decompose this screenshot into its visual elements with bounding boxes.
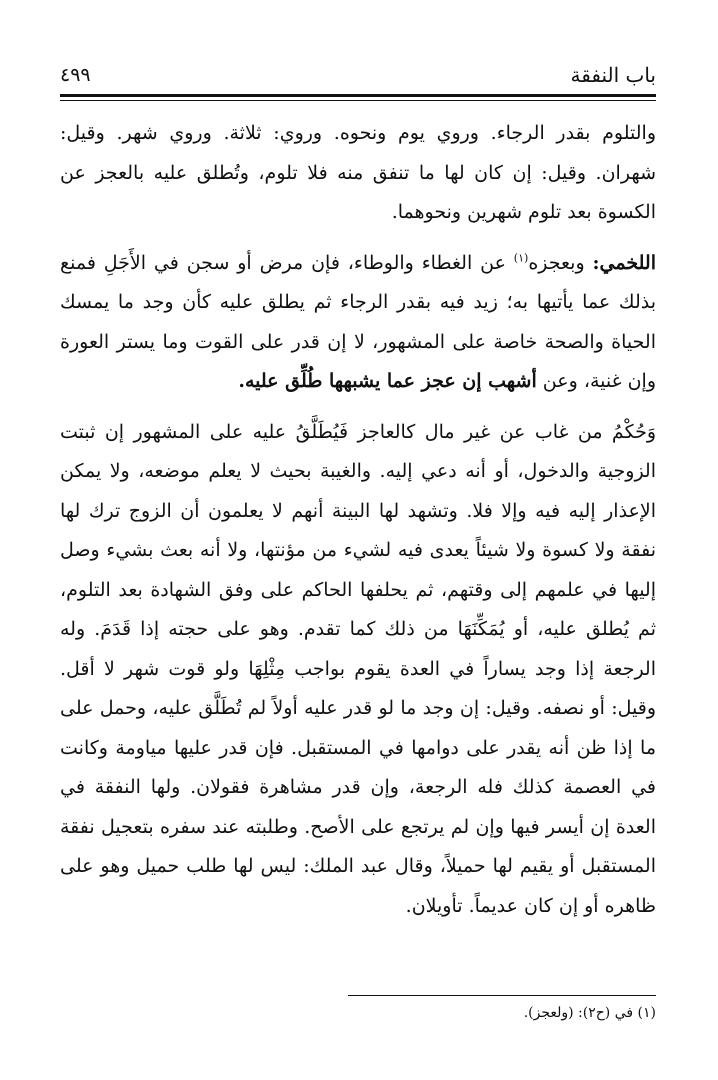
paragraph-2-bold: أشهب إن عجز عما يشبهها طُلِّق عليه. <box>238 370 537 392</box>
page-number: ٤٩٩ <box>60 64 91 86</box>
paragraph-2-text-a: وبعجزه <box>528 251 593 274</box>
header-rule-thick <box>60 94 656 97</box>
paragraph-3: وَحُكْمُ من غاب عن غير مال كالعاجز فَيُطَلَّقُ عليه على المشهور إن ثبتت الزوجية والدخول، أو أنه دعي إليه. والغيبة بحيث لا يعلم موضعه، ولا يمكن الإعذار إليه فيه وإلا فلا. وتشهد لها البينة أنهم لا يعلمون أن الزوج ترك لها نفقة ولا كسوة ولا شيئاً يعدى فيه لشيء من مؤنتها، ولا أنه بعث بشيء وصل إليها في علمهم إلى وقتهم، ثم يحلفها الحاكم على وفق الشهادة بعد التلوم، ثم يُطلق عليه، أو يُمَكِّنَهَا من ذلك كما تقدم. وهو على حجته إذا قَدَمَ. وله الرجعة إذا وجد يساراً في العدة يقوم بواجب مِثْلِهَا ولو قوت شهر لا أقل. وقيل: أو نصفه. وقيل: إن وجد ما لو قدر عليه أولاً لم تُطَلَّق عليه، وحمل على ما إذا ظن أنه يقدر على دوامها في المستقبل. فإن قدر عليها مياومة وكانت في العصمة كذلك فله الرجعة، وإن قدر مشاهرة فقولان. ولها النفقة في العدة إن أيسر فيها وإن لم يرتجع على الأصح. وطلبته عند سفره بتعجيل نفقة المستقبل أو يقيم لها حميلاً، وقال عبد الملك: ليس لها طلب حميل وهو على ظاهره أو إن كان عديماً. تأويلان. <box>60 420 656 917</box>
footnote-reference: (١) <box>513 251 529 265</box>
main-text <box>60 114 656 926</box>
paragraph-2-lead: اللخمي: <box>592 251 656 274</box>
paragraph-1: والتلوم بقدر الرجاء. وروي يوم ونحوه. وروي: ثلاثة. وروي شهر. وقيل: شهران. وقيل: إن كان لها ما تنفق منه فلا تلوم، وتُطلق عليه بالعجز عن الكسوة بعد تلوم شهرين ونحوهما. <box>60 122 656 223</box>
chapter-title: باب النفقة <box>570 63 656 87</box>
footnote-divider <box>348 995 656 996</box>
running-header <box>60 58 656 88</box>
paragraph-2 <box>60 244 656 402</box>
footnote: (١) في (ح٢): (ولعجز). <box>523 1005 656 1021</box>
header-rule-thin <box>60 100 656 101</box>
paragraph-2-text-b: عن الغطاء والوطاء، فإن مرض أو سجن في الأَجَلِ فمنع بذلك عما يأتيها به؛ زيد فيه بقدر الرجاء ثم يطلق عليه كأن وجد ما يمسك الحياة والصحة خاصة على المشهور، لا إن قدر على القوت وما يستر العورة وإن غنية، وعن <box>60 251 656 392</box>
